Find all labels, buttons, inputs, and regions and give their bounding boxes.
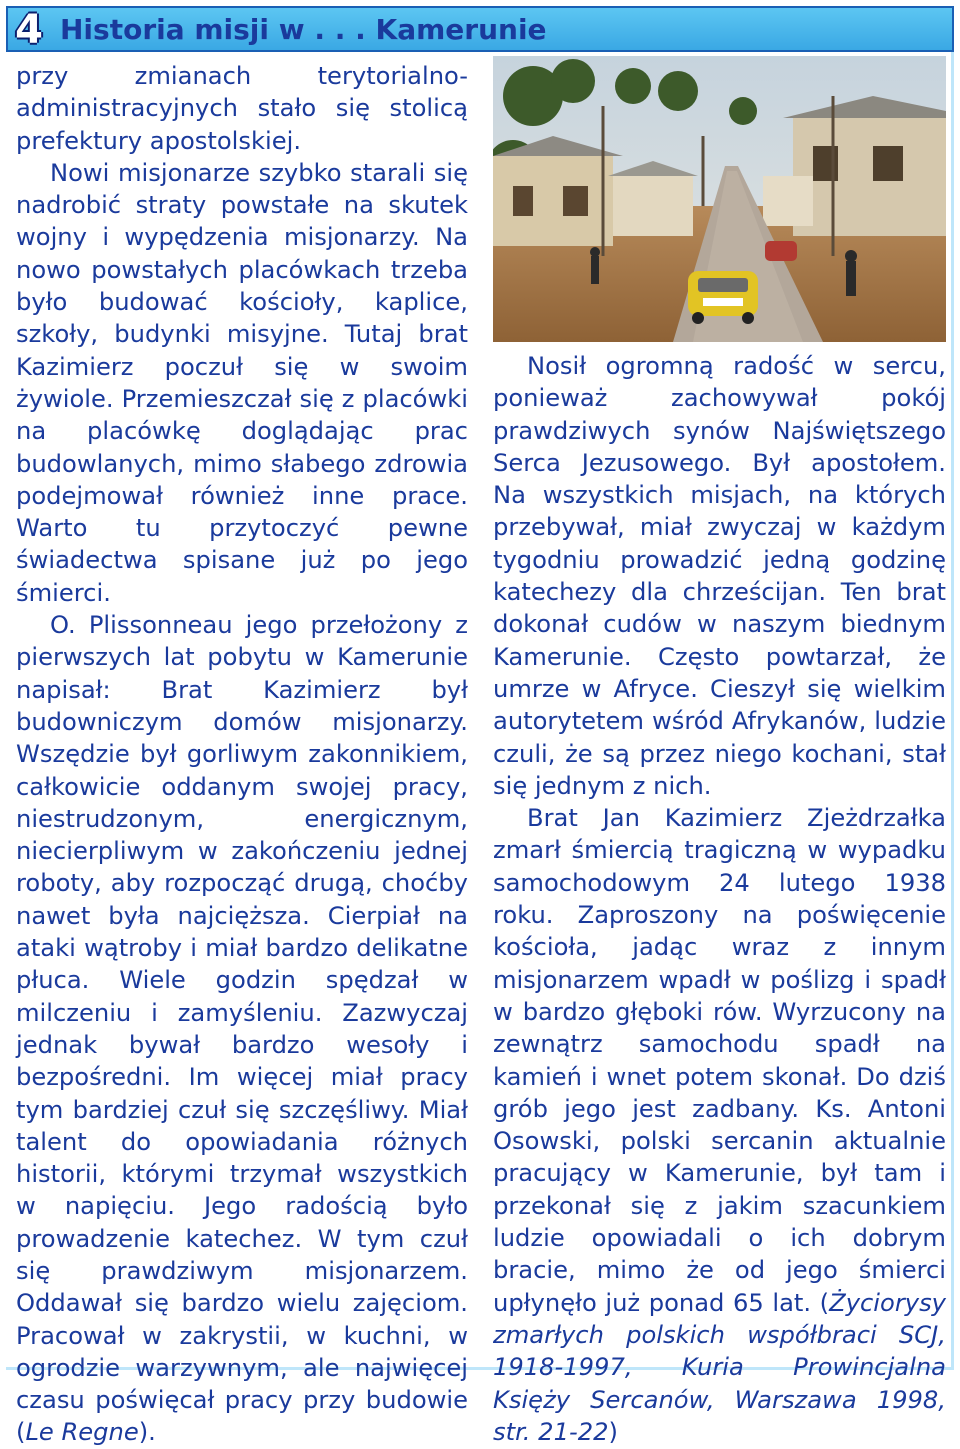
paragraph: przy zmianach terytorialno-administracyjnych stało się stolicą prefektury apostolskiej. xyxy=(16,62,468,155)
page-title: Historia misji w . . . Kamerunie xyxy=(60,13,547,46)
paragraph-end: ). xyxy=(138,1418,156,1447)
italic-citation: Życiorysy zmarłych polskich współbraci SCJ, 1918-1997, Kuria Prowincjalna Księży Sercanów, Warszawa 1998, str. 21-22 xyxy=(493,1288,946,1446)
paragraph xyxy=(493,802,946,1448)
page-header xyxy=(6,6,954,52)
page-number: 4 xyxy=(15,7,43,53)
left-column xyxy=(16,60,468,1449)
street-photo xyxy=(493,56,946,342)
paragraph: Nosił ogromną radość w sercu, ponieważ zachowywał pokój prawdziwych synów Najświętszego Serca Jezusowego. Był apostołem. Na wszystkich misjach, na których przebywał, miał zwyczaj w każdym tygodniu prowadzić jedną godzinę katechezy dla chrześcijan. Ten brat dokonał cudów w naszym biednym Kamerunie. Często powtarzał, że umrze w Afryce. Cieszył się wielkim autorytetem wśród Afrykanów, ludzie czuli, że są przez niego kochani, stał się jednym z nich. xyxy=(493,352,946,800)
paragraph-text: Brat Jan Kazimierz Zjeżdrzałka zmarł śmiercią tragiczną w wypadku samochodowym 24 lutego 1938 roku. Zaproszony na poświęcenie kościoła, jadąc wraz z innym misjonarzem wpadł w poślizg i spadł w bardzo głęboki rów. Wyrzucony na zewnątrz samochodu spadł na kamień i wnet potem skonał. Do dziś grób jego jest zadbany. Ks. Antoni Osowski, polski sercanin aktualnie pracujący w Kamerunie, był tam i przekonał się z jakim szacunkiem ludzie opowiadali o ich dobrym bracie, mimo że od jego śmierci upłynęło już ponad 65 lat. ( xyxy=(493,804,946,1317)
paragraph xyxy=(16,609,468,1449)
street-photo-icon xyxy=(493,56,946,342)
italic-source: Le Regne xyxy=(25,1418,139,1447)
paragraph-end: ) xyxy=(608,1417,618,1446)
paragraph-text: O. Plissonneau jego przełożony z pierwszych lat pobytu w Kamerunie napisał: Brat Kazimierz był budowniczym domów misjonarzy. Wszędzie był gorliwym zakonnikiem, całkowicie oddanym swojej pracy, niestrudzonym, energicznym, niecierpliwym w zakończeniu jednej roboty, aby rozpocząć drugą, choćby nawet była najcięższa. Cierpiał na ataki wątroby i miał bardzo delikatne płuca. Wiele godzin spędzał w milczeniu i zamyśleniu. Zazwyczaj jednak bywał bardzo wesoły i bezpośredni. Im więcej miał pracy tym bardziej czuł się szczęśliwy. Miał talent do opowiadania różnych historii, którymi trzymał wszystkich w napięciu. Jego radością było prowadzenie katechez. W tym czuł się prawdziwym misjonarzem. Oddawał się bardzo wielu zajęciom. Pracował w zakrystii, w kuchni, w ogrodzie warzywnym, ale najwięcej czasu poświęcał pracy przy budowie ( xyxy=(16,611,468,1447)
right-column xyxy=(493,350,946,1448)
paragraph: Nowi misjonarze szybko starali się nadrobić straty powstałe na skutek wojny i wypędzenia misjonarzy. Na nowo powstałych placówkach trzeba było budować kościoły, kaplice, szkoły, budynki misyjne. Tutaj brat Kazimierz poczuł się w swoim żywiole. Przemieszczał się z placówki na placówkę doglądając prac budowlanych, mimo słabego zdrowia podejmował również inne prace. Warto tu przytoczyć pewne świadectwa spisane już po jego śmierci. xyxy=(16,158,468,607)
